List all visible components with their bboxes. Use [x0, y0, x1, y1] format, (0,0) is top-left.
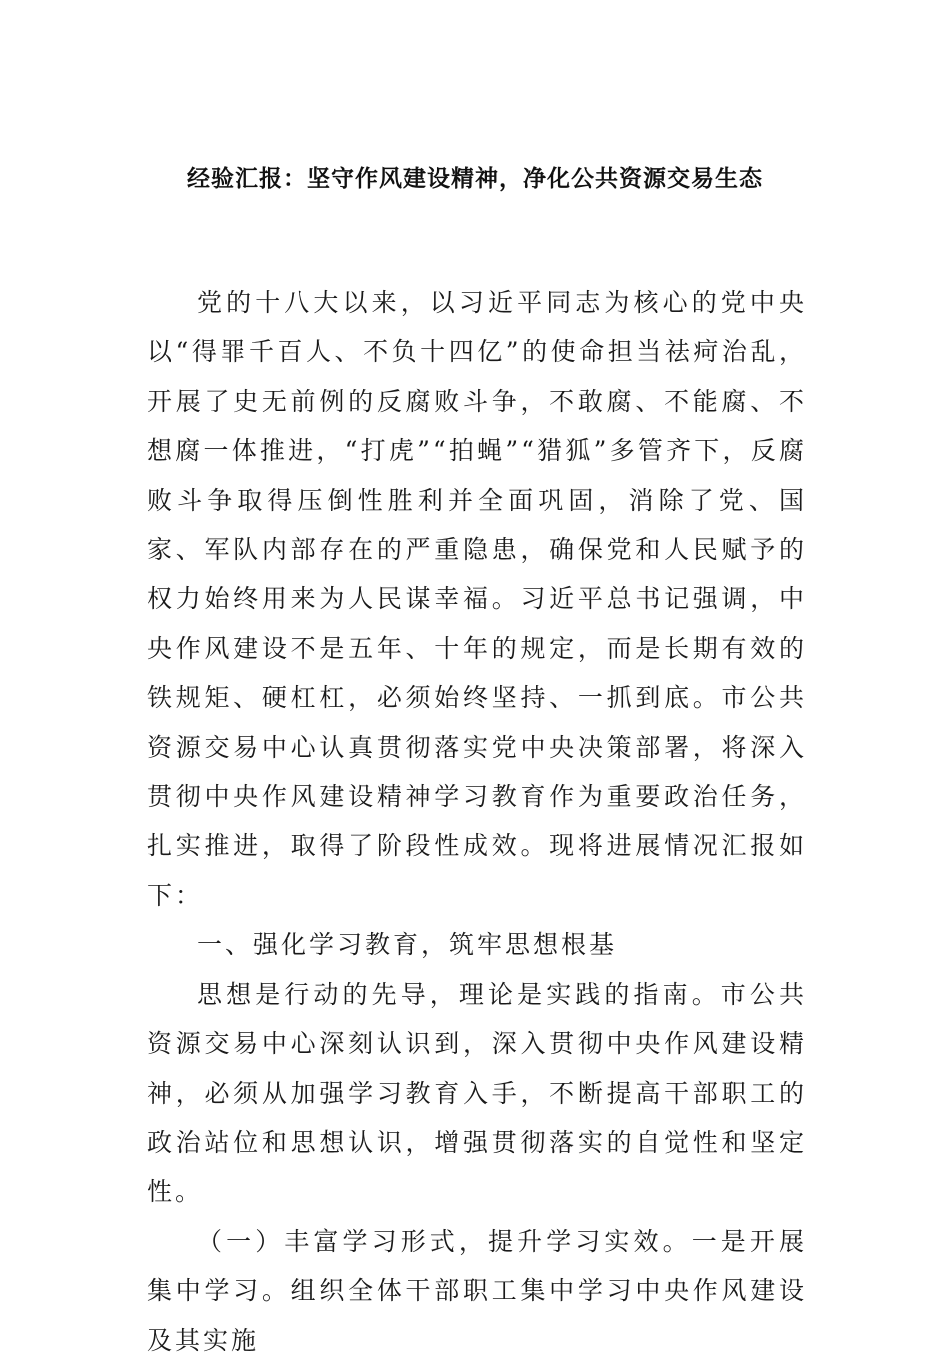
document-body	[147, 278, 807, 1365]
section-heading-1: 一、强化学习教育，筑牢思想根基	[197, 930, 618, 960]
intro-paragraph: 党的十八大以来，以习近平同志为核心的党中央以“得罪千百人、不负十四亿”的使命担当祛疴治乱，开展了史无前例的反腐败斗争，不敢腐、不能腐、不想腐一体推进，“打虎”“拍蝇”“猎狐”多管齐下，反腐败斗争取得压倒性胜利并全面巩固，消除了党、国家、军队内部存在的严重隐患，确保党和人民赋予的权力始终用来为人民谋幸福。习近平总书记强调，中央作风建设不是五年、十年的规定，而是长期有效的铁规矩、硬杠杠，必须始终坚持、一抓到底。市公共资源交易中心认真贯彻落实党中央决策部署，将深入贯彻中央作风建设精神学习教育作为重要政治任务，扎实推进，取得了阶段性成效。现将进展情况汇报如下：	[147, 288, 807, 910]
section-1-paragraph: 思想是行动的先导，理论是实践的指南。市公共资源交易中心深刻认识到，深入贯彻中央作风建设精神，必须从加强学习教育入手，不断提高干部职工的政治站位和思想认识，增强贯彻落实的自觉性和坚定性。	[147, 979, 807, 1207]
document-title: 经验汇报：坚守作风建设精神，净化公共资源交易生态	[187, 166, 763, 192]
subsection-1-paragraph: （一）丰富学习形式，提升学习实效。一是开展集中学习。组织全体干部职工集中学习中央作风建设及其实施	[147, 1226, 807, 1355]
